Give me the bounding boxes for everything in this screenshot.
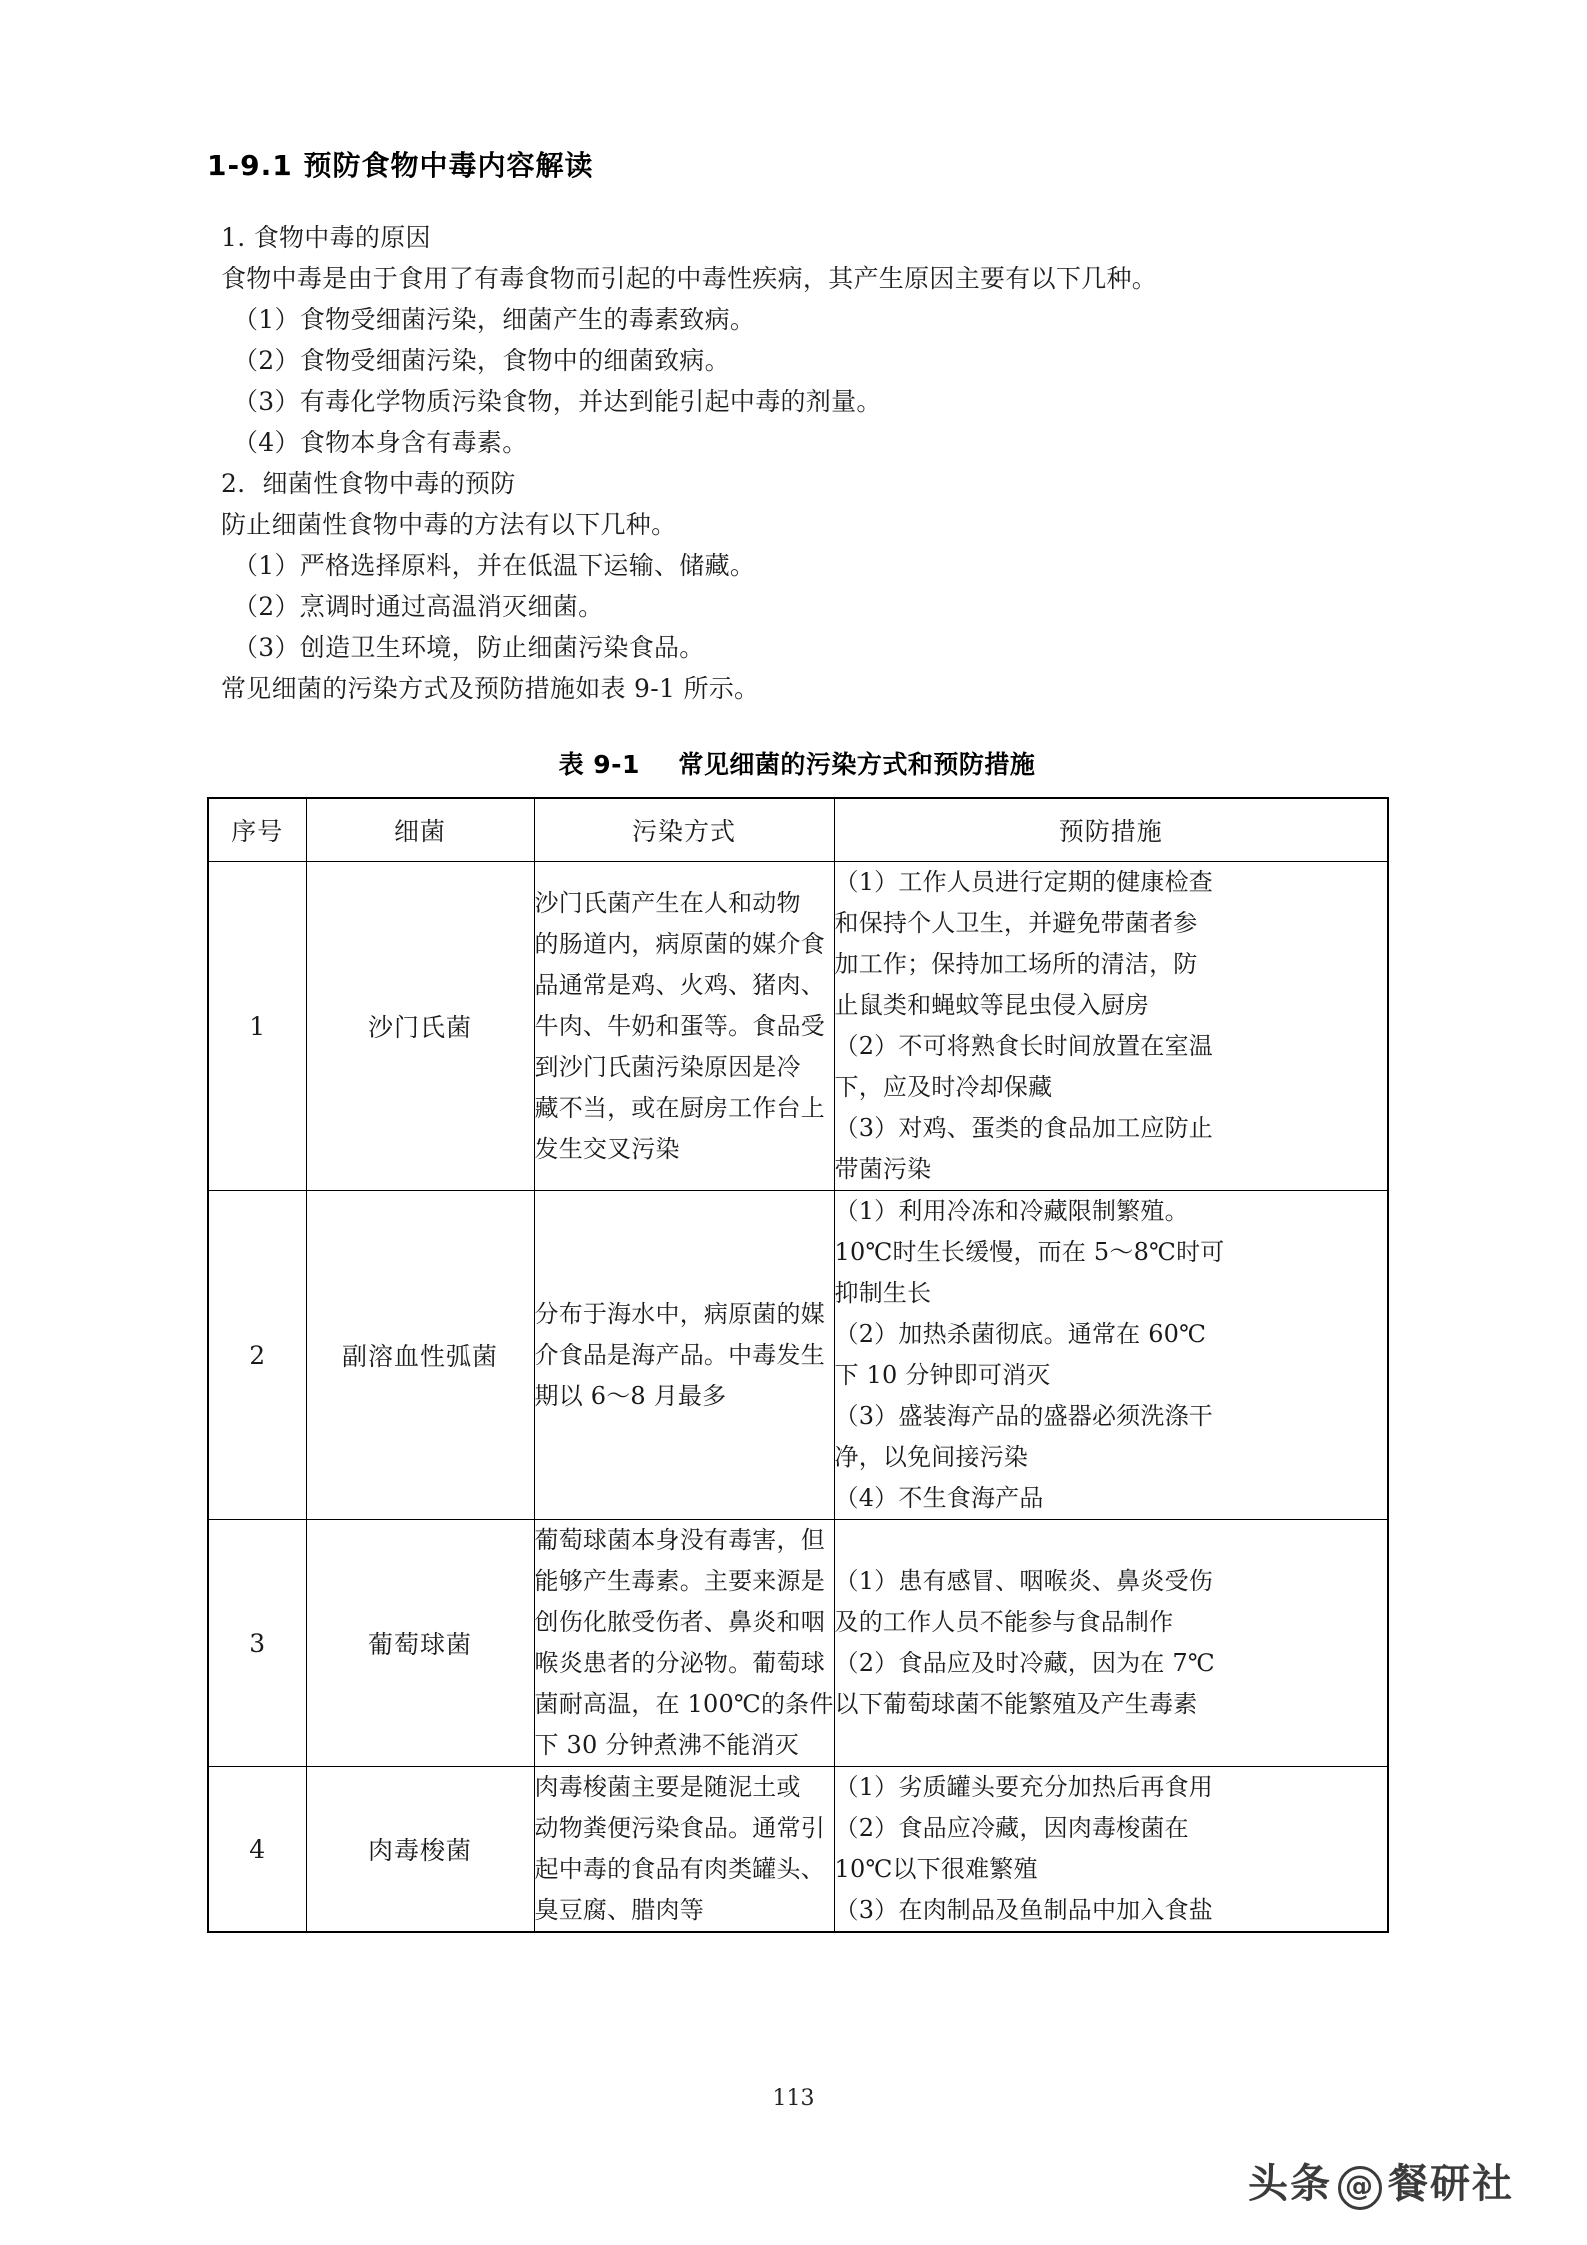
cell-prevention [834, 862, 1388, 1191]
section1-item-4: （4）食物本身含有毒素。 [233, 428, 528, 457]
table-header [208, 798, 1388, 862]
table-caption-title: 常见细菌的污染方式和预防措施 [678, 750, 1036, 779]
table-header-row [208, 798, 1388, 862]
text-line: （3）盛装海产品的盛器必须洗涤干 [834, 1402, 1213, 1430]
section2-intro: 防止细菌性食物中毒的方法有以下几种。 [221, 510, 677, 539]
section1-item-2: （2）食物受细菌污染，食物中的细菌致病。 [233, 346, 730, 375]
cell-no: 2 [208, 1191, 306, 1520]
text-line: 及的工作人员不能参与食品制作 [834, 1608, 1174, 1636]
section1-title: 1. 食物中毒的原因 [221, 223, 431, 252]
text-line: （2）食品应冷藏，因肉毒梭菌在 [834, 1814, 1189, 1842]
table-row [208, 862, 1388, 1191]
text-line: 加工作；保持加工场所的清洁，防 [834, 950, 1198, 978]
text-line: 的肠道内，病原菌的媒介食 [534, 929, 825, 958]
cell-no: 4 [208, 1767, 306, 1933]
column-header-prevention: 预防措施 [834, 798, 1388, 862]
cell-bacteria: 葡萄球菌 [306, 1520, 534, 1767]
section2-item-3: （3）创造卫生环境，防止细菌污染食品。 [233, 633, 705, 662]
table-body [208, 862, 1388, 1933]
text-line: （3）在肉制品及鱼制品中加入食盐 [834, 1896, 1213, 1924]
text-line: 净，以免间接污染 [834, 1443, 1029, 1471]
section2-item-2: （2）烹调时通过高温消灭细菌。 [233, 592, 604, 621]
watermark-prefix: 头条 [1248, 2161, 1332, 2207]
column-header-no: 序号 [208, 798, 306, 862]
cell-mode [534, 1767, 834, 1933]
page-content [207, 148, 1387, 1933]
section1-intro: 食物中毒是由于食用了有毒食物而引起的中毒性疾病，其产生原因主要有以下几种。 [221, 264, 1158, 293]
watermark-account: 餐研社 [1388, 2161, 1514, 2207]
text-line: （1）劣质罐头要充分加热后再食用 [834, 1773, 1213, 1801]
text-line: （1）利用冷冻和冷藏限制繁殖。 [834, 1197, 1189, 1225]
watermark [1248, 2152, 1514, 2210]
cell-no: 3 [208, 1520, 306, 1767]
text-line: （2）不可将熟食长时间放置在室温 [834, 1032, 1213, 1060]
cell-bacteria: 肉毒梭菌 [306, 1767, 534, 1933]
table-caption [207, 745, 1387, 781]
section2-title: 2．细菌性食物中毒的预防 [221, 469, 516, 498]
text-line: 下，应及时冷却保藏 [834, 1073, 1053, 1101]
text-line: 臭豆腐、腊肉等 [534, 1896, 704, 1924]
section1-item-1: （1）食物受细菌污染，细菌产生的毒素致病。 [233, 305, 756, 334]
cell-prevention [834, 1767, 1388, 1933]
text-line: 喉炎患者的分泌物。葡萄球 [534, 1649, 825, 1677]
text-line: 创伤化脓受伤者、鼻炎和咽 [534, 1608, 825, 1636]
section2-item-1: （1）严格选择原料，并在低温下运输、储藏。 [233, 551, 756, 580]
table-row [208, 1520, 1388, 1767]
text-line: 牛肉、牛奶和蛋等。食品受 [534, 1011, 825, 1040]
cell-mode [534, 1191, 834, 1520]
text-line: 抑制生长 [834, 1279, 932, 1307]
bacteria-table [207, 797, 1389, 1933]
text-line: 以下葡萄球菌不能繁殖及产生毒素 [834, 1690, 1198, 1718]
text-line: （1）患有感冒、咽喉炎、鼻炎受伤 [834, 1567, 1213, 1595]
text-line: 肉毒梭菌主要是随泥土或 [534, 1773, 801, 1801]
cell-mode [534, 862, 834, 1191]
cell-no: 1 [208, 862, 306, 1191]
text-line: 10℃以下很难繁殖 [834, 1855, 1038, 1883]
text-line: 止鼠类和蝇蚊等昆虫侵入厨房 [834, 991, 1150, 1019]
text-line: 介食品是海产品。中毒发生 [534, 1340, 825, 1369]
table-row [208, 1767, 1388, 1933]
text-line: 动物粪便污染食品。通常引 [534, 1814, 825, 1842]
text-line: 沙门氏菌产生在人和动物 [534, 888, 801, 917]
column-header-bacteria: 细菌 [306, 798, 534, 862]
page-title: 1-9.1 预防食物中毒内容解读 [207, 149, 594, 182]
text-line: 下 10 分钟即可消灭 [834, 1361, 1051, 1389]
column-header-mode: 污染方式 [534, 798, 834, 862]
text-line: （3）对鸡、蛋类的食品加工应防止 [834, 1114, 1213, 1142]
text-line: （1）工作人员进行定期的健康检查 [834, 868, 1213, 896]
section1-item-3: （3）有毒化学物质污染食物，并达到能引起中毒的剂量。 [233, 387, 882, 416]
cell-prevention [834, 1191, 1388, 1520]
text-line: 起中毒的食品有肉类罐头、 [534, 1855, 825, 1883]
table-reference: 常见细菌的污染方式及预防措施如表 9-1 所示。 [221, 674, 760, 703]
cell-prevention [834, 1520, 1388, 1767]
cell-bacteria: 沙门氏菌 [306, 862, 534, 1191]
table-caption-label: 表 9-1 [558, 750, 640, 779]
text-line: 带菌污染 [834, 1155, 932, 1183]
text-line: 藏不当，或在厨房工作台上 [534, 1093, 825, 1122]
text-line: 品通常是鸡、火鸡、猪肉、 [534, 970, 825, 999]
text-line: 下 30 分钟煮沸不能消灭 [534, 1731, 799, 1759]
text-line: （2）加热杀菌彻底。通常在 60℃ [834, 1320, 1207, 1348]
text-line: 分布于海水中，病原菌的媒 [534, 1299, 825, 1328]
at-icon: @ [1338, 2166, 1382, 2210]
text-line: 葡萄球菌本身没有毒害，但 [534, 1526, 825, 1554]
text-line: 能够产生毒素。主要来源是 [534, 1567, 825, 1595]
page-number: 113 [772, 2086, 815, 2111]
text-line: 菌耐高温，在 100℃的条件 [534, 1690, 834, 1718]
table-row [208, 1191, 1388, 1520]
cell-bacteria: 副溶血性弧菌 [306, 1191, 534, 1520]
cell-mode [534, 1520, 834, 1767]
text-line: 到沙门氏菌污染原因是冷 [534, 1052, 801, 1081]
body-text [207, 217, 1387, 709]
text-line: 发生交叉污染 [534, 1134, 680, 1163]
text-line: 期以 6～8 月最多 [534, 1381, 727, 1410]
text-line: （4）不生食海产品 [834, 1484, 1044, 1512]
text-line: 和保持个人卫生，并避免带菌者参 [834, 909, 1198, 937]
text-line: （2）食品应及时冷藏，因为在 7℃ [834, 1649, 1215, 1677]
text-line: 10℃时生长缓慢，而在 5～8℃时可 [834, 1238, 1225, 1266]
